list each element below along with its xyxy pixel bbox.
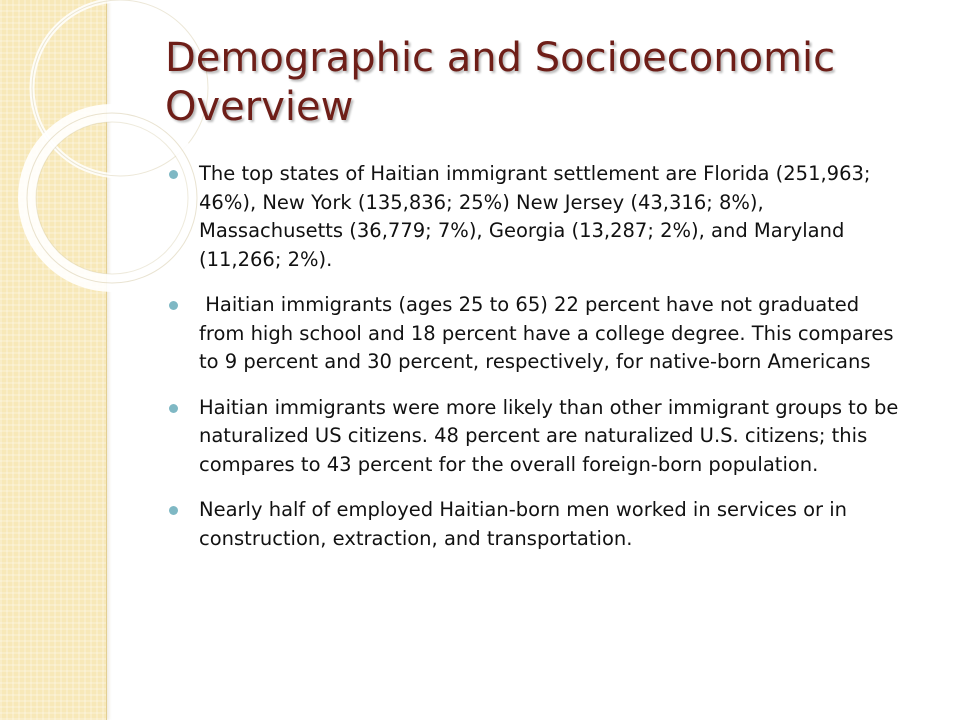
bullet-text: The top states of Haitian immigrant settlement are Florida (251,963; 46%), New York (135,836; 25%) New Jersey (43,316; 8%), Massachusetts (36,779; 7%), Georgia (13,287; 2%), and Maryland (11,266; 2%). — [199, 162, 871, 271]
decorative-side-band — [0, 0, 107, 720]
bullet-text: Nearly half of employed Haitian-born men worked in services or in construction, extraction, and transportation. — [199, 498, 848, 550]
bullet-text: Haitian immigrants (ages 25 to 65) 22 percent have not graduated from high school and 18 percent have a college degree. This compares to 9 percent and 30 percent, respectively, for native-born Americans — [199, 293, 900, 373]
bullet-dot-icon — [169, 506, 178, 515]
bullet-item — [158, 496, 908, 553]
bullet-list — [158, 160, 908, 570]
bullet-item — [158, 394, 908, 480]
bullet-dot-icon — [169, 170, 178, 179]
bullet-dot-icon — [169, 301, 178, 310]
bullet-item — [158, 291, 908, 377]
bullet-item — [158, 160, 908, 274]
bullet-dot-icon — [169, 404, 178, 413]
slide-title: Demographic and Socioeconomic Overview — [165, 35, 836, 130]
bullet-text: Haitian immigrants were more likely than other immigrant groups to be naturalized US citizens. 48 percent are naturalized U.S. citizens; this compares to 43 percent for the overall foreign-born population. — [199, 395, 899, 476]
